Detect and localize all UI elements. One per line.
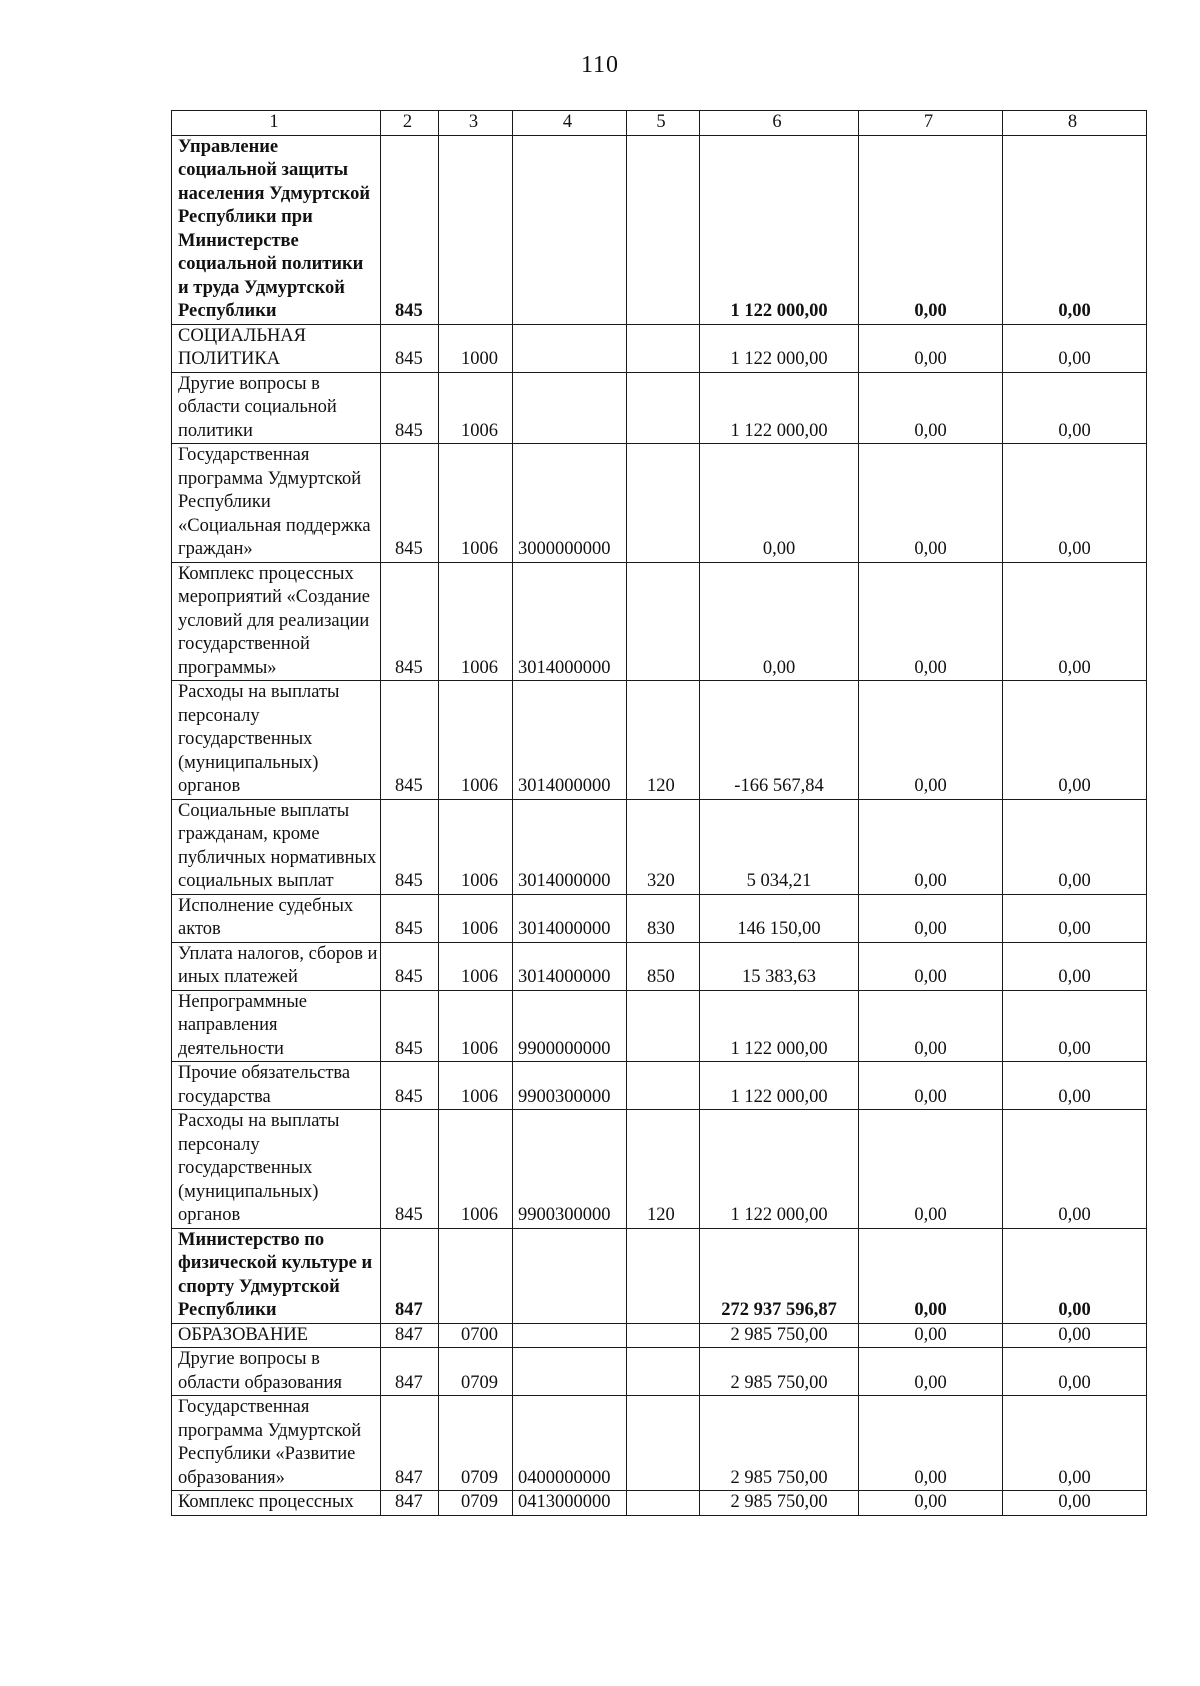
expense-type-cell xyxy=(627,562,700,681)
row-name-cell: Исполнение судебных актов xyxy=(172,894,381,942)
amount-2-cell: 0,00 xyxy=(859,1396,1003,1491)
expense-type-cell: 320 xyxy=(627,799,700,894)
table-row xyxy=(172,1491,1147,1516)
table-row xyxy=(172,444,1147,563)
section-code-cell: 1006 xyxy=(439,562,513,681)
section-code-cell xyxy=(439,135,513,324)
target-code-cell xyxy=(513,1228,627,1323)
target-code-cell xyxy=(513,324,627,372)
expense-type-cell xyxy=(627,990,700,1062)
table-row xyxy=(172,990,1147,1062)
amount-2-cell: 0,00 xyxy=(859,1348,1003,1396)
table-row xyxy=(172,324,1147,372)
amount-2-cell: 0,00 xyxy=(859,372,1003,444)
amount-cell: 0,00 xyxy=(700,562,859,681)
section-code-cell: 0709 xyxy=(439,1396,513,1491)
expense-type-cell xyxy=(627,372,700,444)
table-row xyxy=(172,1396,1147,1491)
amount-3-cell: 0,00 xyxy=(1003,942,1147,990)
amount-3-cell: 0,00 xyxy=(1003,1110,1147,1229)
amount-3-cell: 0,00 xyxy=(1003,894,1147,942)
amount-cell: -166 567,84 xyxy=(700,681,859,800)
admin-code-cell: 847 xyxy=(381,1228,439,1323)
amount-3-cell: 0,00 xyxy=(1003,1348,1147,1396)
target-code-cell: 9900300000 xyxy=(513,1062,627,1110)
admin-code-cell: 845 xyxy=(381,1062,439,1110)
amount-cell: 1 122 000,00 xyxy=(700,135,859,324)
expense-type-cell xyxy=(627,444,700,563)
amount-2-cell: 0,00 xyxy=(859,444,1003,563)
amount-2-cell: 0,00 xyxy=(859,990,1003,1062)
table-row xyxy=(172,1228,1147,1323)
amount-cell: 15 383,63 xyxy=(700,942,859,990)
section-code-cell: 1006 xyxy=(439,894,513,942)
admin-code-cell: 845 xyxy=(381,135,439,324)
admin-code-cell: 845 xyxy=(381,799,439,894)
amount-2-cell: 0,00 xyxy=(859,135,1003,324)
table-row xyxy=(172,562,1147,681)
row-name-cell: Комплекс процессных xyxy=(172,1491,381,1516)
table-row xyxy=(172,1110,1147,1229)
column-header: 2 xyxy=(381,111,439,136)
amount-cell: 1 122 000,00 xyxy=(700,372,859,444)
expense-type-cell: 120 xyxy=(627,1110,700,1229)
amount-3-cell: 0,00 xyxy=(1003,135,1147,324)
amount-3-cell: 0,00 xyxy=(1003,1228,1147,1323)
column-header: 5 xyxy=(627,111,700,136)
section-code-cell: 1006 xyxy=(439,799,513,894)
amount-3-cell: 0,00 xyxy=(1003,990,1147,1062)
section-code-cell: 0709 xyxy=(439,1491,513,1516)
amount-2-cell: 0,00 xyxy=(859,894,1003,942)
amount-cell: 5 034,21 xyxy=(700,799,859,894)
amount-cell: 2 985 750,00 xyxy=(700,1323,859,1348)
target-code-cell xyxy=(513,372,627,444)
row-name-cell: Социальные выплаты гражданам, кроме публичных нормативных социальных выплат xyxy=(172,799,381,894)
amount-2-cell: 0,00 xyxy=(859,1228,1003,1323)
row-name-cell: СОЦИАЛЬНАЯ ПОЛИТИКА xyxy=(172,324,381,372)
amount-3-cell: 0,00 xyxy=(1003,1062,1147,1110)
table-row xyxy=(172,942,1147,990)
section-code-cell xyxy=(439,1228,513,1323)
amount-cell: 0,00 xyxy=(700,444,859,563)
amount-2-cell: 0,00 xyxy=(859,1323,1003,1348)
table-header-row xyxy=(172,111,1147,136)
amount-cell: 146 150,00 xyxy=(700,894,859,942)
admin-code-cell: 847 xyxy=(381,1323,439,1348)
section-code-cell: 1006 xyxy=(439,681,513,800)
amount-3-cell: 0,00 xyxy=(1003,799,1147,894)
amount-3-cell: 0,00 xyxy=(1003,562,1147,681)
target-code-cell: 9900000000 xyxy=(513,990,627,1062)
target-code-cell: 3014000000 xyxy=(513,894,627,942)
row-name-cell: Государственная программа Удмуртской Республики «Социальная поддержка граждан» xyxy=(172,444,381,563)
section-code-cell: 1006 xyxy=(439,942,513,990)
row-name-cell: Комплекс процессных мероприятий «Создание условий для реализации государственной программы» xyxy=(172,562,381,681)
amount-cell: 1 122 000,00 xyxy=(700,1062,859,1110)
table-row xyxy=(172,1323,1147,1348)
expense-type-cell xyxy=(627,1062,700,1110)
amount-3-cell: 0,00 xyxy=(1003,681,1147,800)
table-row xyxy=(172,1348,1147,1396)
table-row xyxy=(172,799,1147,894)
amount-cell: 2 985 750,00 xyxy=(700,1396,859,1491)
table-row xyxy=(172,894,1147,942)
amount-3-cell: 0,00 xyxy=(1003,1396,1147,1491)
admin-code-cell: 847 xyxy=(381,1348,439,1396)
amount-3-cell: 0,00 xyxy=(1003,372,1147,444)
column-header: 3 xyxy=(439,111,513,136)
page-number: 110 xyxy=(580,52,620,78)
amount-2-cell: 0,00 xyxy=(859,942,1003,990)
row-name-cell: Управление социальной защиты населения Удмуртской Республики при Министерстве социальной политики и труда Удмуртской Республики xyxy=(172,135,381,324)
target-code-cell: 3014000000 xyxy=(513,799,627,894)
expense-type-cell: 830 xyxy=(627,894,700,942)
amount-cell: 2 985 750,00 xyxy=(700,1348,859,1396)
expense-type-cell xyxy=(627,1323,700,1348)
expense-type-cell xyxy=(627,1348,700,1396)
amount-2-cell: 0,00 xyxy=(859,681,1003,800)
amount-2-cell: 0,00 xyxy=(859,562,1003,681)
amount-3-cell: 0,00 xyxy=(1003,1491,1147,1516)
section-code-cell: 1006 xyxy=(439,372,513,444)
amount-2-cell: 0,00 xyxy=(859,1110,1003,1229)
target-code-cell: 3014000000 xyxy=(513,681,627,800)
admin-code-cell: 847 xyxy=(381,1396,439,1491)
row-name-cell: Прочие обязательства государства xyxy=(172,1062,381,1110)
column-header: 6 xyxy=(700,111,859,136)
row-name-cell: Государственная программа Удмуртской Республики «Развитие образования» xyxy=(172,1396,381,1491)
expense-type-cell xyxy=(627,324,700,372)
row-name-cell: Непрограммные направления деятельности xyxy=(172,990,381,1062)
section-code-cell: 1006 xyxy=(439,1110,513,1229)
table-row xyxy=(172,1062,1147,1110)
column-header: 7 xyxy=(859,111,1003,136)
section-code-cell: 0709 xyxy=(439,1348,513,1396)
target-code-cell: 0400000000 xyxy=(513,1396,627,1491)
admin-code-cell: 845 xyxy=(381,894,439,942)
expense-type-cell xyxy=(627,1396,700,1491)
admin-code-cell: 845 xyxy=(381,681,439,800)
target-code-cell xyxy=(513,1348,627,1396)
amount-2-cell: 0,00 xyxy=(859,799,1003,894)
target-code-cell: 9900300000 xyxy=(513,1110,627,1229)
section-code-cell: 1006 xyxy=(439,444,513,563)
section-code-cell: 1000 xyxy=(439,324,513,372)
amount-cell: 1 122 000,00 xyxy=(700,990,859,1062)
column-header: 4 xyxy=(513,111,627,136)
admin-code-cell: 845 xyxy=(381,990,439,1062)
amount-2-cell: 0,00 xyxy=(859,324,1003,372)
target-code-cell: 0413000000 xyxy=(513,1491,627,1516)
admin-code-cell: 845 xyxy=(381,1110,439,1229)
target-code-cell xyxy=(513,135,627,324)
target-code-cell: 3014000000 xyxy=(513,942,627,990)
amount-2-cell: 0,00 xyxy=(859,1491,1003,1516)
expense-type-cell: 120 xyxy=(627,681,700,800)
table-row xyxy=(172,681,1147,800)
amount-3-cell: 0,00 xyxy=(1003,324,1147,372)
expense-type-cell xyxy=(627,1491,700,1516)
row-name-cell: Другие вопросы в области социальной политики xyxy=(172,372,381,444)
amount-3-cell: 0,00 xyxy=(1003,444,1147,563)
admin-code-cell: 845 xyxy=(381,942,439,990)
target-code-cell: 3000000000 xyxy=(513,444,627,563)
row-name-cell: Расходы на выплаты персоналу государственных (муниципальных) органов xyxy=(172,681,381,800)
admin-code-cell: 845 xyxy=(381,444,439,563)
section-code-cell: 0700 xyxy=(439,1323,513,1348)
row-name-cell: Расходы на выплаты персоналу государственных (муниципальных) органов xyxy=(172,1110,381,1229)
expense-type-cell xyxy=(627,1228,700,1323)
budget-table xyxy=(171,110,1147,1516)
admin-code-cell: 845 xyxy=(381,562,439,681)
admin-code-cell: 845 xyxy=(381,372,439,444)
amount-cell: 1 122 000,00 xyxy=(700,1110,859,1229)
column-header: 1 xyxy=(172,111,381,136)
target-code-cell xyxy=(513,1323,627,1348)
amount-cell: 2 985 750,00 xyxy=(700,1491,859,1516)
row-name-cell: Другие вопросы в области образования xyxy=(172,1348,381,1396)
row-name-cell: Министерство по физической культуре и спорту Удмуртской Республики xyxy=(172,1228,381,1323)
expense-type-cell: 850 xyxy=(627,942,700,990)
target-code-cell: 3014000000 xyxy=(513,562,627,681)
admin-code-cell: 845 xyxy=(381,324,439,372)
expense-type-cell xyxy=(627,135,700,324)
amount-3-cell: 0,00 xyxy=(1003,1323,1147,1348)
amount-cell: 1 122 000,00 xyxy=(700,324,859,372)
amount-cell: 272 937 596,87 xyxy=(700,1228,859,1323)
admin-code-cell: 847 xyxy=(381,1491,439,1516)
section-code-cell: 1006 xyxy=(439,990,513,1062)
row-name-cell: ОБРАЗОВАНИЕ xyxy=(172,1323,381,1348)
amount-2-cell: 0,00 xyxy=(859,1062,1003,1110)
section-code-cell: 1006 xyxy=(439,1062,513,1110)
table-row xyxy=(172,372,1147,444)
column-header: 8 xyxy=(1003,111,1147,136)
table-row xyxy=(172,135,1147,324)
row-name-cell: Уплата налогов, сборов и иных платежей xyxy=(172,942,381,990)
